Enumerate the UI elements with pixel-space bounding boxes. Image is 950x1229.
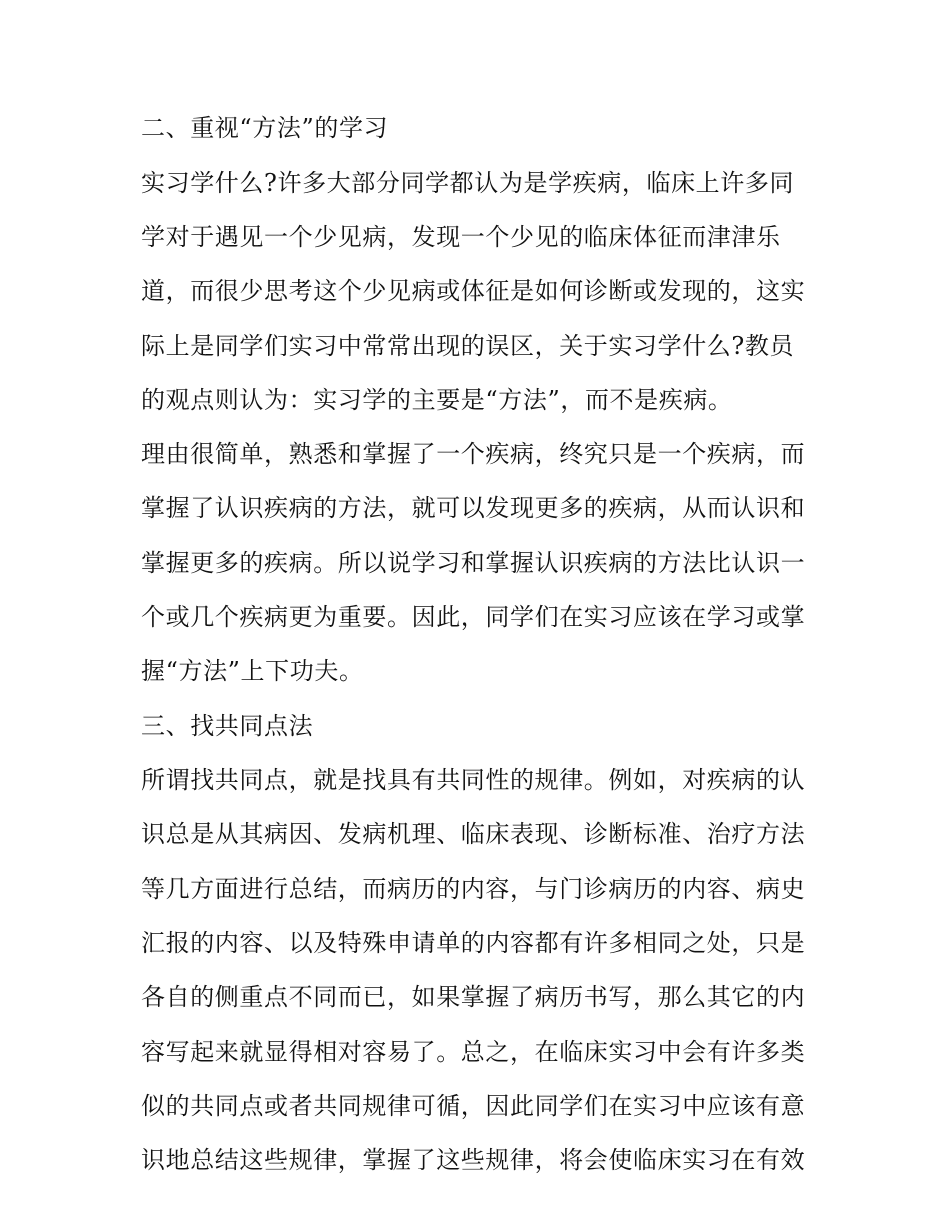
paragraph-line: 容写起来就显得相对容易了。总之，在临床实习中会有许多类 (141, 1038, 806, 1066)
heading-method-learning: 二、重视“方法”的学习 (141, 114, 389, 142)
paragraph-line: 所谓找共同点，就是找具有共同性的规律。例如，对疾病的认 (141, 766, 806, 794)
paragraph-line: 掌握更多的疾病。所以说学习和掌握认识疾病的方法比认识一 (141, 549, 806, 577)
paragraph-line: 际上是同学们实习中常常出现的误区，关于实习学什么?教员 (141, 332, 795, 360)
paragraph-line: 握“方法”上下功夫。 (141, 657, 364, 685)
paragraph-line: 汇报的内容、以及特殊申请单的内容都有许多相同之处，只是 (141, 929, 806, 957)
heading-common-points: 三、找共同点法 (141, 712, 314, 740)
paragraph-line: 似的共同点或者共同规律可循，因此同学们在实习中应该有意 (141, 1092, 806, 1120)
paragraph-line: 等几方面进行总结，而病历的内容，与门诊病历的内容、病史 (141, 875, 806, 903)
paragraph-line: 识地总结这些规律，掌握了这些规律，将会使临床实习在有效 (141, 1146, 806, 1174)
paragraph-line: 的观点则认为：实习学的主要是“方法”，而不是疾病。 (141, 386, 733, 414)
paragraph-line: 理由很简单，熟悉和掌握了一个疾病，终究只是一个疾病，而 (141, 440, 806, 468)
paragraph-line: 实习学什么?许多大部分同学都认为是学疾病，临床上许多同 (141, 169, 795, 197)
paragraph-line: 掌握了认识疾病的方法，就可以发现更多的疾病，从而认识和 (141, 494, 806, 522)
paragraph-line: 个或几个疾病更为重要。因此，同学们在实习应该在学习或掌 (141, 603, 806, 631)
paragraph-line: 各自的侧重点不同而已，如果掌握了病历书写，那么其它的内 (141, 983, 806, 1011)
paragraph-line: 道，而很少思考这个少见病或体征是如何诊断或发现的，这实 (141, 277, 806, 305)
paragraph-line: 识总是从其病因、发病机理、临床表现、诊断标准、治疗方法 (141, 820, 806, 848)
paragraph-line: 学对于遇见一个少见病，发现一个少见的临床体征而津津乐 (141, 223, 781, 251)
